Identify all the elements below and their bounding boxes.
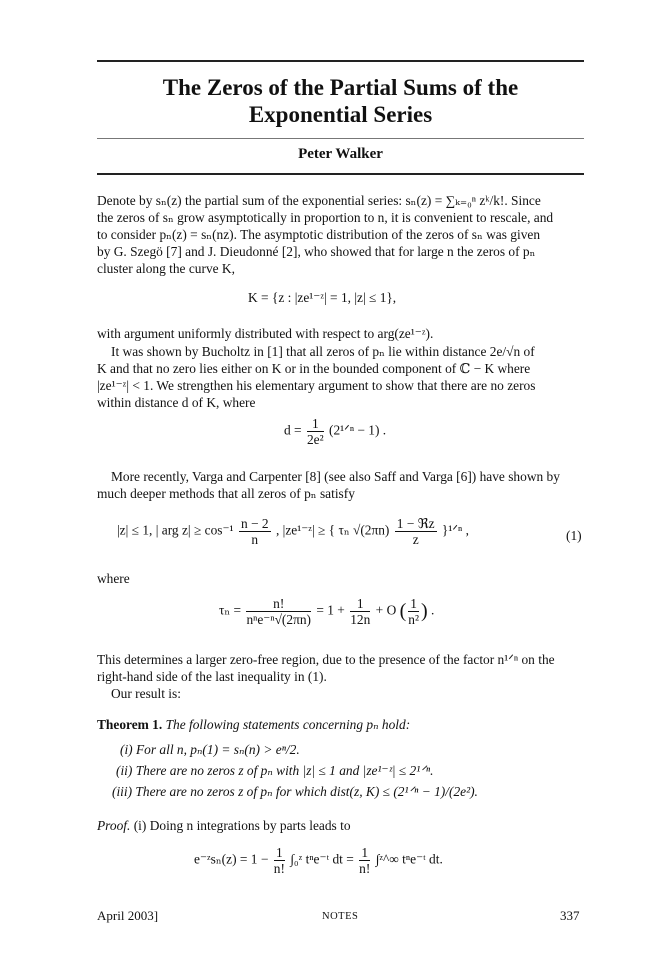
- text-line: the zeros of sₙ grow asymptotically in proportion to n, it is convenient to rescale, and: [97, 210, 554, 225]
- eq-end: .: [431, 602, 435, 618]
- equation-curve-k: K = {z : |ze¹⁻ᶻ| = 1, |z| ≤ 1},: [248, 290, 397, 305]
- numerator: n − 2: [240, 516, 269, 531]
- text-line: with argument uniformly distributed with respect to arg(ze¹⁻ᶻ).: [97, 326, 434, 341]
- fraction: [408, 596, 419, 627]
- paragraph-bucholtz: [97, 343, 584, 360]
- theorem-item-1: (i) For all n, pₙ(1) = sₙ(n) > eⁿ/2.: [120, 742, 300, 757]
- denominator: nⁿe⁻ⁿ√(2πn): [246, 612, 311, 627]
- text-line: Denote by sₙ(z) the partial sum of the exponential series: sₙ(z) = ∑ₖ₌₀ⁿ zᵏ/k!. Since: [97, 193, 541, 208]
- eq-lhs: e⁻ᶻsₙ(z) = 1 −: [194, 851, 269, 867]
- fraction: [350, 596, 370, 627]
- proof-intro: [97, 817, 584, 834]
- numerator: 1: [274, 845, 285, 861]
- eq-rhs: (2¹ᐟⁿ − 1) .: [328, 422, 387, 438]
- equation-number: (1): [566, 528, 582, 543]
- page-number: 337: [560, 908, 580, 923]
- paragraph-varga: [97, 468, 584, 485]
- denominator: n²: [408, 612, 419, 627]
- numerator: 1 − ℜz: [396, 516, 435, 531]
- author-name: Peter Walker: [298, 146, 383, 162]
- numerator: 1: [350, 596, 370, 612]
- text-line: |ze¹⁻ᶻ| < 1. We strengthen his elementary argument to show that there are no zeros: [97, 378, 536, 393]
- theorem-heading: [97, 716, 584, 733]
- equation-distance-d: [284, 416, 386, 447]
- text-line: cluster along the curve K,: [97, 261, 235, 276]
- paragraph-argument: [97, 325, 584, 342]
- denominator: n!: [273, 861, 285, 876]
- proof-text: (i) Doing n integrations by parts leads to: [133, 818, 351, 833]
- footer-section: NOTES: [322, 911, 359, 922]
- text-line: K and that no zero lies either on K or in the bounded component of ℂ − K where: [97, 361, 531, 376]
- footer-date: April 2003]: [97, 908, 159, 923]
- where-label: where: [97, 571, 130, 586]
- text-line: More recently, Varga and Carpenter [8] (see also Saff and Varga [6]) have shown by: [111, 469, 560, 484]
- text-line: This determines a larger zero-free region, due to the presence of the factor n¹ᐟⁿ on the: [97, 652, 555, 667]
- numerator: 1: [408, 596, 419, 612]
- text-line: by G. Szegö [7] and J. Dieudonné [2], who showed that for large n the zeros of pₙ: [97, 244, 536, 259]
- paragraph-varga-cont: [97, 485, 584, 502]
- title-divider: [97, 138, 584, 139]
- text-line: within distance d of K, where: [97, 395, 256, 410]
- title-line-1: The Zeros of the Partial Sums of the: [162, 75, 519, 100]
- theorem-statement: The following statements concerning pₙ hold:: [165, 717, 411, 732]
- text-line: Our result is:: [111, 686, 181, 701]
- text-line: much deeper methods that all zeros of pₙ satisfy: [97, 486, 355, 501]
- fraction: [239, 516, 271, 547]
- integral-1: ∫₀ᶻ tⁿe⁻ᵗ dt =: [290, 851, 354, 867]
- proof-label: Proof.: [97, 818, 131, 833]
- numerator: 1: [307, 416, 324, 432]
- fraction: [359, 845, 370, 876]
- author-rule: [97, 173, 584, 175]
- fraction: [274, 845, 285, 876]
- denominator: n: [251, 532, 259, 547]
- eq1-part3: }¹ᐟⁿ ,: [441, 522, 469, 538]
- theorem-item-2: (ii) There are no zeros z of pₙ with |z| ≤ 1 and |ze¹⁻ᶻ| ≤ 2¹ᐟⁿ.: [116, 763, 434, 778]
- fraction: [395, 516, 437, 547]
- eq-mid: = 1 +: [316, 602, 345, 618]
- denominator: z: [412, 532, 419, 547]
- eq-lhs: d =: [284, 422, 302, 438]
- paragraph-zero-free: [97, 651, 584, 702]
- fraction: [246, 596, 311, 627]
- paragraph-intro: [97, 192, 584, 277]
- denominator: 2e²: [306, 432, 324, 447]
- theorem-item-3: (iii) There are no zeros z of pₙ for which dist(z, K) ≤ (2¹ᐟⁿ − 1)/(2e²).: [112, 784, 478, 799]
- eq-big-o: + O: [375, 602, 397, 618]
- fraction: [307, 416, 324, 447]
- theorem-label: Theorem 1.: [97, 717, 163, 732]
- text-line: to consider pₙ(z) = sₙ(nz). The asymptotic distribution of the zeros of sₙ was given: [97, 227, 541, 242]
- integral-2: ∫ᶻ^∞ tⁿe⁻ᵗ dt.: [375, 851, 443, 867]
- equation-1: [117, 516, 469, 547]
- denominator: n!: [359, 861, 371, 876]
- numerator: n!: [246, 596, 311, 612]
- top-rule: [97, 60, 584, 62]
- text-line: It was shown by Bucholtz in [1] that all zeros of pₙ lie within distance 2e/√n of: [111, 344, 535, 359]
- denominator: 12n: [350, 612, 371, 627]
- paragraph-bucholtz-cont: [97, 360, 584, 411]
- equation-integration: [194, 845, 443, 876]
- eq-lhs: τₙ =: [219, 602, 242, 618]
- article-title: [97, 74, 584, 128]
- text-line: right-hand side of the last inequality in (1).: [97, 669, 327, 684]
- numerator: 1: [359, 845, 370, 861]
- title-line-2: Exponential Series: [248, 102, 433, 127]
- eq1-part1: |z| ≤ 1, | arg z| ≥ cos⁻¹: [117, 522, 234, 538]
- equation-tau: τₙ = $\frac{n!}{\text{nⁿe⁻ⁿ√(2πn)}}$ = 1 + $\frac{1}{12n}$ + O ( $\frac{1}{\text{n²}}$ ) .: [219, 596, 435, 627]
- eq1-part2: , |ze¹⁻ᶻ| ≥ { τₙ √(2πn): [275, 522, 390, 538]
